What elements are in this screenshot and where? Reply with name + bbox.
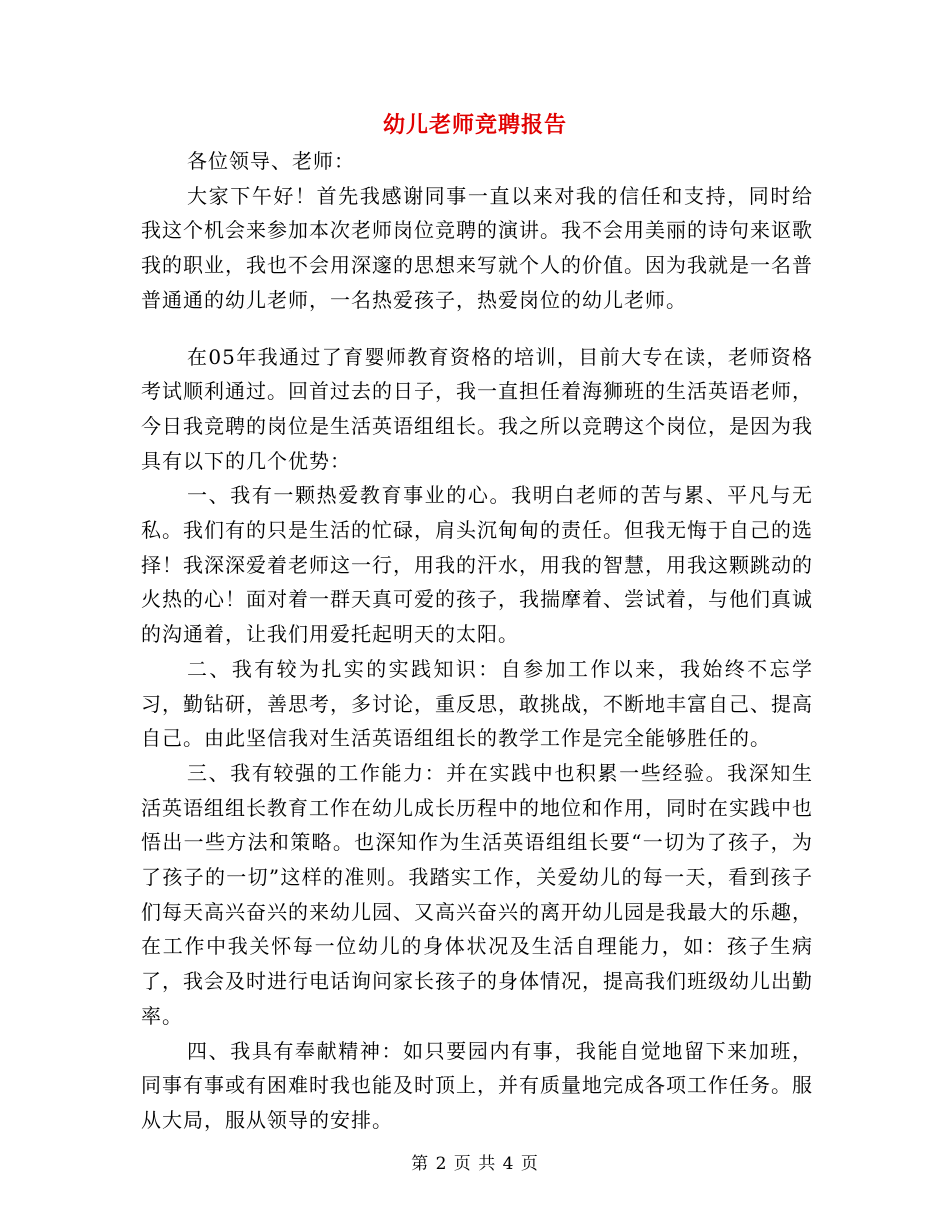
paragraph-gap (141, 318, 813, 340)
paragraph-advantage-2: 二、我有较为扎实的实践知识：自参加工作以来，我始终不忘学习，勤钻研，善思考，多讨论，重反思，敢挑战，不断地丰富自己、提高自己。由此坚信我对生活英语组组长的教学工作是完全能够胜任的。 (141, 656, 813, 751)
salutation: 各位领导、老师： (187, 149, 355, 173)
paragraph-background: 在05年我通过了育婴师教育资格的培训，目前大专在读，老师资格考试顺利通过。回首过去的日子，我一直担任着海狮班的生活英语老师，今日我竞聘的岗位是生活英语组组长。我之所以竞聘这个岗位，是因为我具有以下的几个优势： (141, 344, 813, 473)
paragraph-greeting: 大家下午好！首先我感谢同事一直以来对我的信任和支持，同时给我这个机会来参加本次老师岗位竞聘的演讲。我不会用美丽的诗句来讴歌我的职业，我也不会用深邃的思想来写就个人的价值。因为我就是一名普普通通的幼儿老师，一名热爱孩子，热爱岗位的幼儿老师。 (141, 183, 813, 312)
document-title: 幼儿老师竞聘报告 (382, 112, 567, 138)
page-number-footer: 第 2 页 共 4 页 (411, 1154, 539, 1174)
paragraph-advantage-3: 三、我有较强的工作能力：并在实践中也积累一些经验。我深知生活英语组组长教育工作在幼儿成长历程中的地位和作用，同时在实践中也悟出一些方法和策略。也深知作为生活英语组组长要“一切为了孩子，为了孩子的一切”这样的准则。我踏实工作，关爱幼儿的每一天，看到孩子们每天高兴奋兴的来幼儿园、又高兴奋兴的离开幼儿园是我最大的乐趣，在工作中我关怀每一位幼儿的身体状况及生活自理能力，如：孩子生病了，我会及时进行电话询问家长孩子的身体情况，提高我们班级幼儿出勤率。 (141, 760, 813, 1028)
paragraph-advantage-4: 四、我具有奉献精神：如只要园内有事，我能自觉地留下来加班，同事有事或有困难时我也能及时顶上，并有质量地完成各项工作任务。服从大局，服从领导的安排。 (141, 1038, 813, 1132)
document-body (141, 144, 813, 1138)
paragraph-advantage-1: 一、我有一颗热爱教育事业的心。我明白老师的苦与累、平凡与无私。我们有的只是生活的忙碌，肩头沉甸甸的责任。但我无悔于自己的选择！我深深爱着老师这一行，用我的汗水，用我的智慧，用我这颗跳动的火热的心！面对着一群天真可爱的孩子，我揣摩着、尝试着，与他们真诚的沟通着，让我们用爱托起明天的太阳。 (141, 483, 813, 647)
